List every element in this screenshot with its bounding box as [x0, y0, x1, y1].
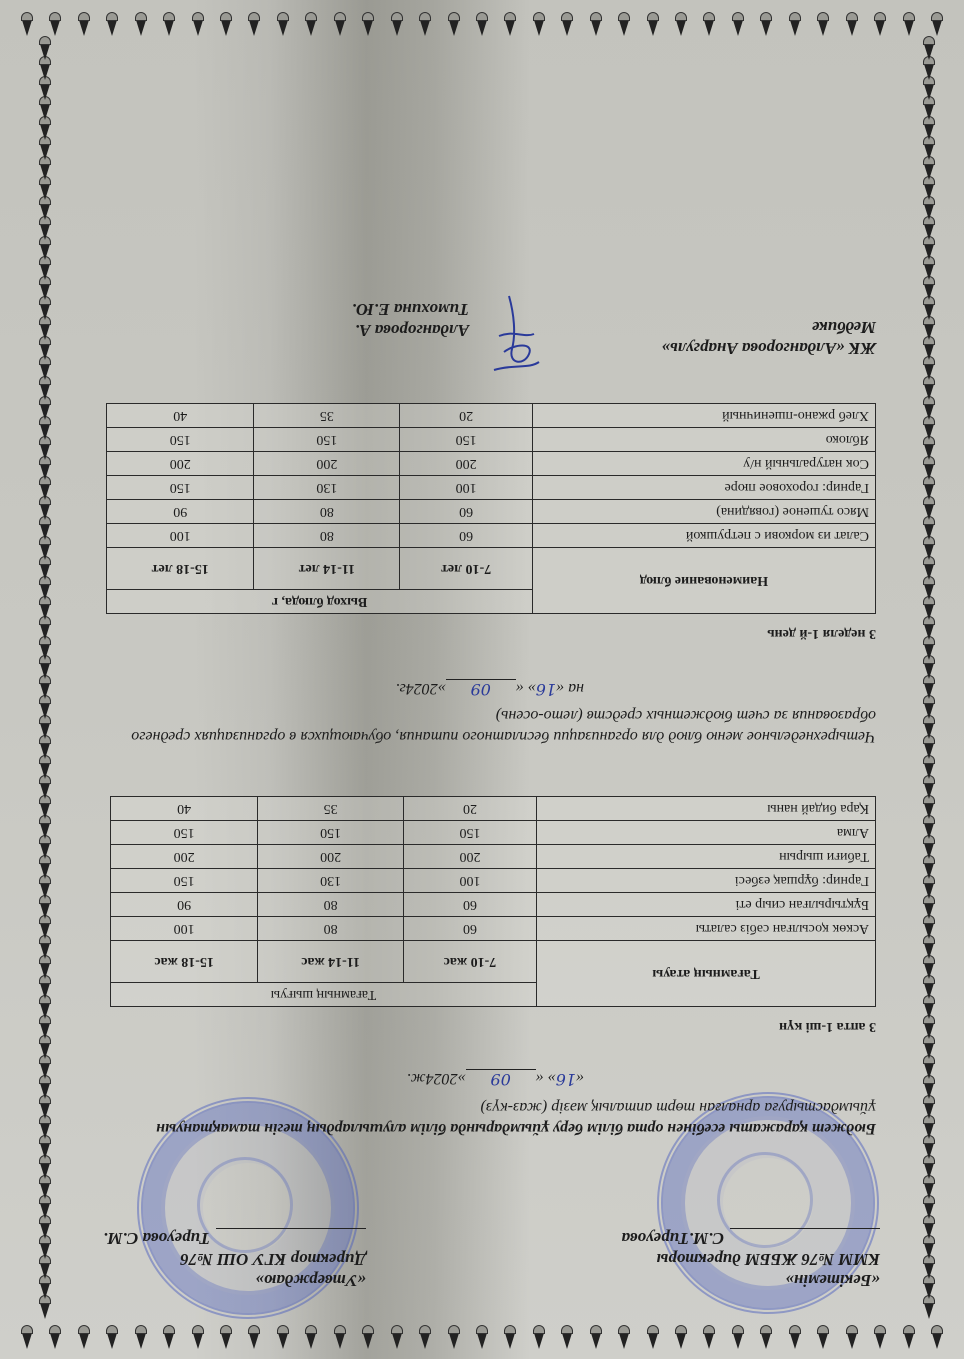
pencil-icon [38, 1019, 52, 1039]
nurse-signature-block [536, 317, 876, 359]
pencil-icon [922, 1299, 936, 1319]
pencil-icon [276, 1323, 290, 1349]
pencil-icon [646, 1323, 660, 1349]
pencil-icon [922, 1119, 936, 1139]
approval-heading-ru: «Утверждаю» [255, 1271, 366, 1290]
pencil-icon [38, 1219, 52, 1239]
pencil-icon [922, 959, 936, 979]
pencil-icon [922, 280, 936, 300]
pencil-icon [38, 180, 52, 200]
pencil-icon [922, 759, 936, 779]
pencil-icon [922, 40, 936, 60]
pencil-icon [219, 10, 233, 36]
pencil-icon [38, 200, 52, 220]
pencil-icon [922, 520, 936, 540]
pencil-icon [922, 620, 936, 640]
pencil-icon [48, 1323, 62, 1349]
pencil-icon [922, 999, 936, 1019]
pencil-icon [731, 1323, 745, 1349]
pencil-icon [532, 10, 546, 36]
pencil-icon [674, 1323, 688, 1349]
pencil-icon [922, 1259, 936, 1279]
pencil-icon [922, 1079, 936, 1099]
pencil-icon [617, 10, 631, 36]
table-row: Аскөк қосылған сәбіз салаты 60 80 100 [111, 917, 876, 941]
pencil-icon [503, 1323, 517, 1349]
pencil-icon [333, 1323, 347, 1349]
pencil-icon [38, 480, 52, 500]
kz-name-header: Тағамның атауы [537, 941, 876, 1007]
approval-heading-kz: «Бекітемін» [785, 1271, 880, 1290]
signature-line [216, 1228, 366, 1229]
table-row: Гарнир: бұршақ езбесі 100 130 150 [111, 869, 876, 893]
pencil-icon [560, 10, 574, 36]
pencil-icon [38, 859, 52, 879]
table-row: Яблоко 150 150 150 [107, 428, 876, 452]
pencil-border-top [20, 10, 944, 36]
pencil-icon [922, 719, 936, 739]
pencil-icon [38, 360, 52, 380]
pencil-icon [922, 1059, 936, 1079]
pencil-icon [38, 839, 52, 859]
kz-menu-table [110, 796, 876, 1007]
pencil-icon [38, 540, 52, 560]
pencil-icon [38, 40, 52, 60]
pencil-icon [38, 1059, 52, 1079]
table-row: Хлеб ржано-пшеничный 20 35 40 [107, 404, 876, 428]
pencil-icon [38, 759, 52, 779]
ru-age-header: 15-18 лет [107, 548, 254, 590]
pencil-icon [922, 380, 936, 400]
pencil-icon [361, 1323, 375, 1349]
date-month: 09 [466, 1069, 536, 1089]
pencil-icon [922, 1159, 936, 1179]
pencil-icon [902, 10, 916, 36]
pencil-icon [20, 1323, 34, 1349]
table-row: Мясо тушеное (говядина) 60 80 90 [107, 500, 876, 524]
pencil-icon [930, 1323, 944, 1349]
pencil-icon [703, 10, 717, 36]
pencil-icon [922, 580, 936, 600]
pencil-icon [922, 919, 936, 939]
pencil-icon [38, 460, 52, 480]
pencil-icon [922, 400, 936, 420]
pencil-icon [788, 10, 802, 36]
pencil-icon [38, 919, 52, 939]
approval-signer-row-ru [76, 1228, 366, 1249]
table-row: Гарнир: гороховое пюре 100 130 150 [107, 476, 876, 500]
pencil-icon [38, 999, 52, 1019]
pencil-icon [922, 1179, 936, 1199]
pencil-icon [922, 1139, 936, 1159]
pencil-icon [77, 10, 91, 36]
ru-name-header: Наименование блюд [533, 548, 876, 614]
pencil-icon [38, 120, 52, 140]
handwritten-signature [484, 294, 554, 374]
pencil-icon [38, 779, 52, 799]
pencil-icon [38, 440, 52, 460]
pencil-icon [845, 1323, 859, 1349]
pencil-icon [922, 680, 936, 700]
pencil-icon [38, 80, 52, 100]
date-day: 16 [555, 1070, 576, 1089]
pencil-icon [816, 1323, 830, 1349]
pencil-icon [447, 10, 461, 36]
pencil-icon [38, 260, 52, 280]
signatory-name: Алдангорова А. [354, 321, 469, 340]
pencil-icon [560, 1323, 574, 1349]
pencil-icon [845, 10, 859, 36]
pencil-icon [816, 10, 830, 36]
pencil-icon [38, 500, 52, 520]
pencil-icon [873, 10, 887, 36]
pencil-icon [930, 10, 944, 36]
table-row: Қара бидай наны 20 35 40 [111, 797, 876, 821]
pencil-icon [922, 1199, 936, 1219]
pencil-icon [503, 10, 517, 36]
pencil-icon [873, 1323, 887, 1349]
signatory-names [269, 299, 469, 341]
pencil-icon [390, 1323, 404, 1349]
pencil-icon [38, 1279, 52, 1299]
pencil-icon [922, 939, 936, 959]
pencil-icon [922, 460, 936, 480]
pencil-icon [922, 420, 936, 440]
kz-age-header: 15-18 жас [111, 941, 258, 983]
pencil-icon [38, 280, 52, 300]
pencil-icon [38, 719, 52, 739]
table-row: Алма 150 150 150 [111, 821, 876, 845]
kz-menu-title: Бюджет қаражаты есебінен орта білім беру ұйымдарында білім алушылардың тегін тамақтануын ұйымдастыруға арналған төрт апталық мәзір (жаз-күз) [156, 1099, 876, 1137]
pencil-icon [191, 1323, 205, 1349]
pencil-icon [38, 640, 52, 660]
table-row: Табиғи шырын 200 200 200 [111, 845, 876, 869]
kz-menu-date: «16» «09»2024ж. [406, 1070, 584, 1089]
pencil-icon [922, 699, 936, 719]
pencil-icon [922, 500, 936, 520]
pencil-icon [922, 120, 936, 140]
pencil-icon [788, 1323, 802, 1349]
pencil-icon [38, 520, 52, 540]
pencil-icon [248, 1323, 262, 1349]
pencil-icon [475, 10, 489, 36]
nurse-role: Медбике [811, 318, 876, 337]
pencil-icon [674, 10, 688, 36]
pencil-icon [48, 10, 62, 36]
pencil-icon [38, 1259, 52, 1279]
pencil-icon [922, 1219, 936, 1239]
pencil-icon [38, 1179, 52, 1199]
pencil-icon [922, 739, 936, 759]
pencil-icon [38, 620, 52, 640]
approval-block-kz [560, 1228, 880, 1291]
pencil-icon [38, 340, 52, 360]
pencil-icon [38, 1039, 52, 1059]
pencil-icon [922, 600, 936, 620]
signature-line [730, 1228, 880, 1229]
pencil-icon [38, 699, 52, 719]
pencil-icon [38, 680, 52, 700]
pencil-icon [38, 879, 52, 899]
approval-signer-ru: Тиреуова С.М. [103, 1229, 210, 1248]
pencil-icon [333, 10, 347, 36]
pencil-icon [134, 1323, 148, 1349]
pencil-icon [38, 1119, 52, 1139]
pencil-icon [922, 160, 936, 180]
date-month: 09 [446, 679, 516, 699]
pencil-icon [922, 220, 936, 240]
pencil-icon [532, 1323, 546, 1349]
pencil-border-bottom [20, 1323, 944, 1349]
pencil-icon [38, 240, 52, 260]
pencil-border-left [922, 40, 936, 1319]
pencil-icon [361, 10, 375, 36]
pencil-icon [304, 1323, 318, 1349]
pencil-icon [475, 1323, 489, 1349]
table-row: Салат из моркови с петрушкой 60 80 100 [107, 524, 876, 548]
ru-menu-date: на «16» «09»2024г. [395, 680, 584, 699]
pencil-icon [38, 1239, 52, 1259]
pencil-icon [922, 1279, 936, 1299]
pencil-icon [922, 260, 936, 280]
pencil-icon [105, 1323, 119, 1349]
pencil-icon [38, 1079, 52, 1099]
kz-age-header: 7-10 жас [403, 941, 536, 983]
pencil-icon [731, 10, 745, 36]
ru-day-label: 3 неделя 1-й день [767, 626, 876, 641]
pencil-icon [922, 1039, 936, 1059]
pencil-icon [20, 10, 34, 36]
pencil-icon [922, 899, 936, 919]
pencil-icon [759, 10, 773, 36]
pencil-icon [162, 10, 176, 36]
pencil-icon [276, 10, 290, 36]
pencil-icon [38, 140, 52, 160]
pencil-icon [617, 1323, 631, 1349]
pencil-icon [922, 440, 936, 460]
pencil-icon [922, 300, 936, 320]
pencil-icon [219, 1323, 233, 1349]
pencil-icon [922, 979, 936, 999]
pencil-icon [922, 360, 936, 380]
pencil-icon [38, 739, 52, 759]
pencil-icon [922, 100, 936, 120]
pencil-icon [922, 200, 936, 220]
pencil-icon [38, 899, 52, 919]
pencil-icon [922, 640, 936, 660]
pencil-icon [902, 1323, 916, 1349]
pencil-icon [38, 939, 52, 959]
pencil-icon [922, 779, 936, 799]
pencil-icon [38, 560, 52, 580]
pencil-icon [38, 420, 52, 440]
pencil-icon [922, 340, 936, 360]
kz-age-header: 11-14 жас [258, 941, 404, 983]
pencil-icon [38, 979, 52, 999]
pencil-icon [38, 400, 52, 420]
pencil-icon [38, 959, 52, 979]
pencil-icon [922, 240, 936, 260]
pencil-icon [38, 1139, 52, 1159]
pencil-icon [390, 10, 404, 36]
pencil-icon [922, 1239, 936, 1259]
pencil-icon [418, 1323, 432, 1349]
date-day: 16 [535, 680, 557, 699]
pencil-icon [447, 1323, 461, 1349]
approval-position-kz: КММ №76 ЖББМ директоры [656, 1250, 880, 1269]
pencil-icon [77, 1323, 91, 1349]
pencil-icon [38, 600, 52, 620]
pencil-icon [922, 859, 936, 879]
approval-block-ru [76, 1228, 366, 1291]
pencil-icon [38, 220, 52, 240]
pencil-icon [248, 10, 262, 36]
ru-age-header: 7-10 лет [400, 548, 533, 590]
pencil-icon [922, 60, 936, 80]
pencil-icon [922, 1019, 936, 1039]
pencil-icon [105, 10, 119, 36]
pencil-icon [38, 380, 52, 400]
pencil-icon [922, 560, 936, 580]
approval-signer-row-kz [560, 1228, 880, 1249]
pencil-icon [922, 320, 936, 340]
pencil-icon [38, 320, 52, 340]
ru-menu-title: Четырехнедельное меню блюд для организации бесплатного питания, обучающихся в организациях среднего образования за счет бюджетных средств (лето-осень) [131, 707, 876, 745]
pencil-icon [38, 60, 52, 80]
pencil-icon [589, 10, 603, 36]
pencil-icon [38, 1299, 52, 1319]
pencil-icon [38, 660, 52, 680]
approval-position-ru: Директор КГУ ОШ №76 [180, 1250, 366, 1269]
pencil-icon [922, 879, 936, 899]
pencil-icon [646, 10, 660, 36]
pencil-icon [38, 799, 52, 819]
pencil-icon [162, 1323, 176, 1349]
pencil-icon [134, 10, 148, 36]
pencil-icon [759, 1323, 773, 1349]
pencil-icon [38, 100, 52, 120]
pencil-icon [922, 80, 936, 100]
pencil-icon [922, 480, 936, 500]
approval-signer-kz: С.М.Тиреуова [621, 1229, 724, 1248]
pencil-icon [38, 580, 52, 600]
kz-yield-header: Тағамның шығуы [111, 983, 537, 1007]
ru-age-header: 11-14 лет [254, 548, 400, 590]
pencil-icon [703, 1323, 717, 1349]
pencil-icon [922, 660, 936, 680]
kz-day-label: 3 апта 1-ші күн [779, 1019, 876, 1034]
table-row: Сок натуральный н/у 200 200 200 [107, 452, 876, 476]
pencil-icon [922, 1099, 936, 1119]
pencil-icon [922, 180, 936, 200]
pencil-icon [304, 10, 318, 36]
table-row: Бұқтырылған сиыр еті 60 80 90 [111, 893, 876, 917]
pencil-icon [191, 10, 205, 36]
ru-yield-header: Выход блюда, г [107, 590, 533, 614]
pencil-icon [38, 819, 52, 839]
pencil-icon [38, 300, 52, 320]
pencil-icon [589, 1323, 603, 1349]
pencil-border-right [38, 40, 52, 1319]
pencil-icon [922, 819, 936, 839]
pencil-icon [38, 1199, 52, 1219]
pencil-icon [922, 540, 936, 560]
pencil-icon [922, 839, 936, 859]
organization-name: ЖК «Алдангорова Анаргуль» [661, 339, 876, 358]
pencil-icon [38, 160, 52, 180]
ru-menu-table [106, 403, 876, 614]
pencil-icon [922, 140, 936, 160]
signatory-name: Тимохина Е.Ю. [351, 300, 469, 319]
pencil-icon [922, 799, 936, 819]
pencil-icon [38, 1159, 52, 1179]
pencil-icon [418, 10, 432, 36]
pencil-icon [38, 1099, 52, 1119]
